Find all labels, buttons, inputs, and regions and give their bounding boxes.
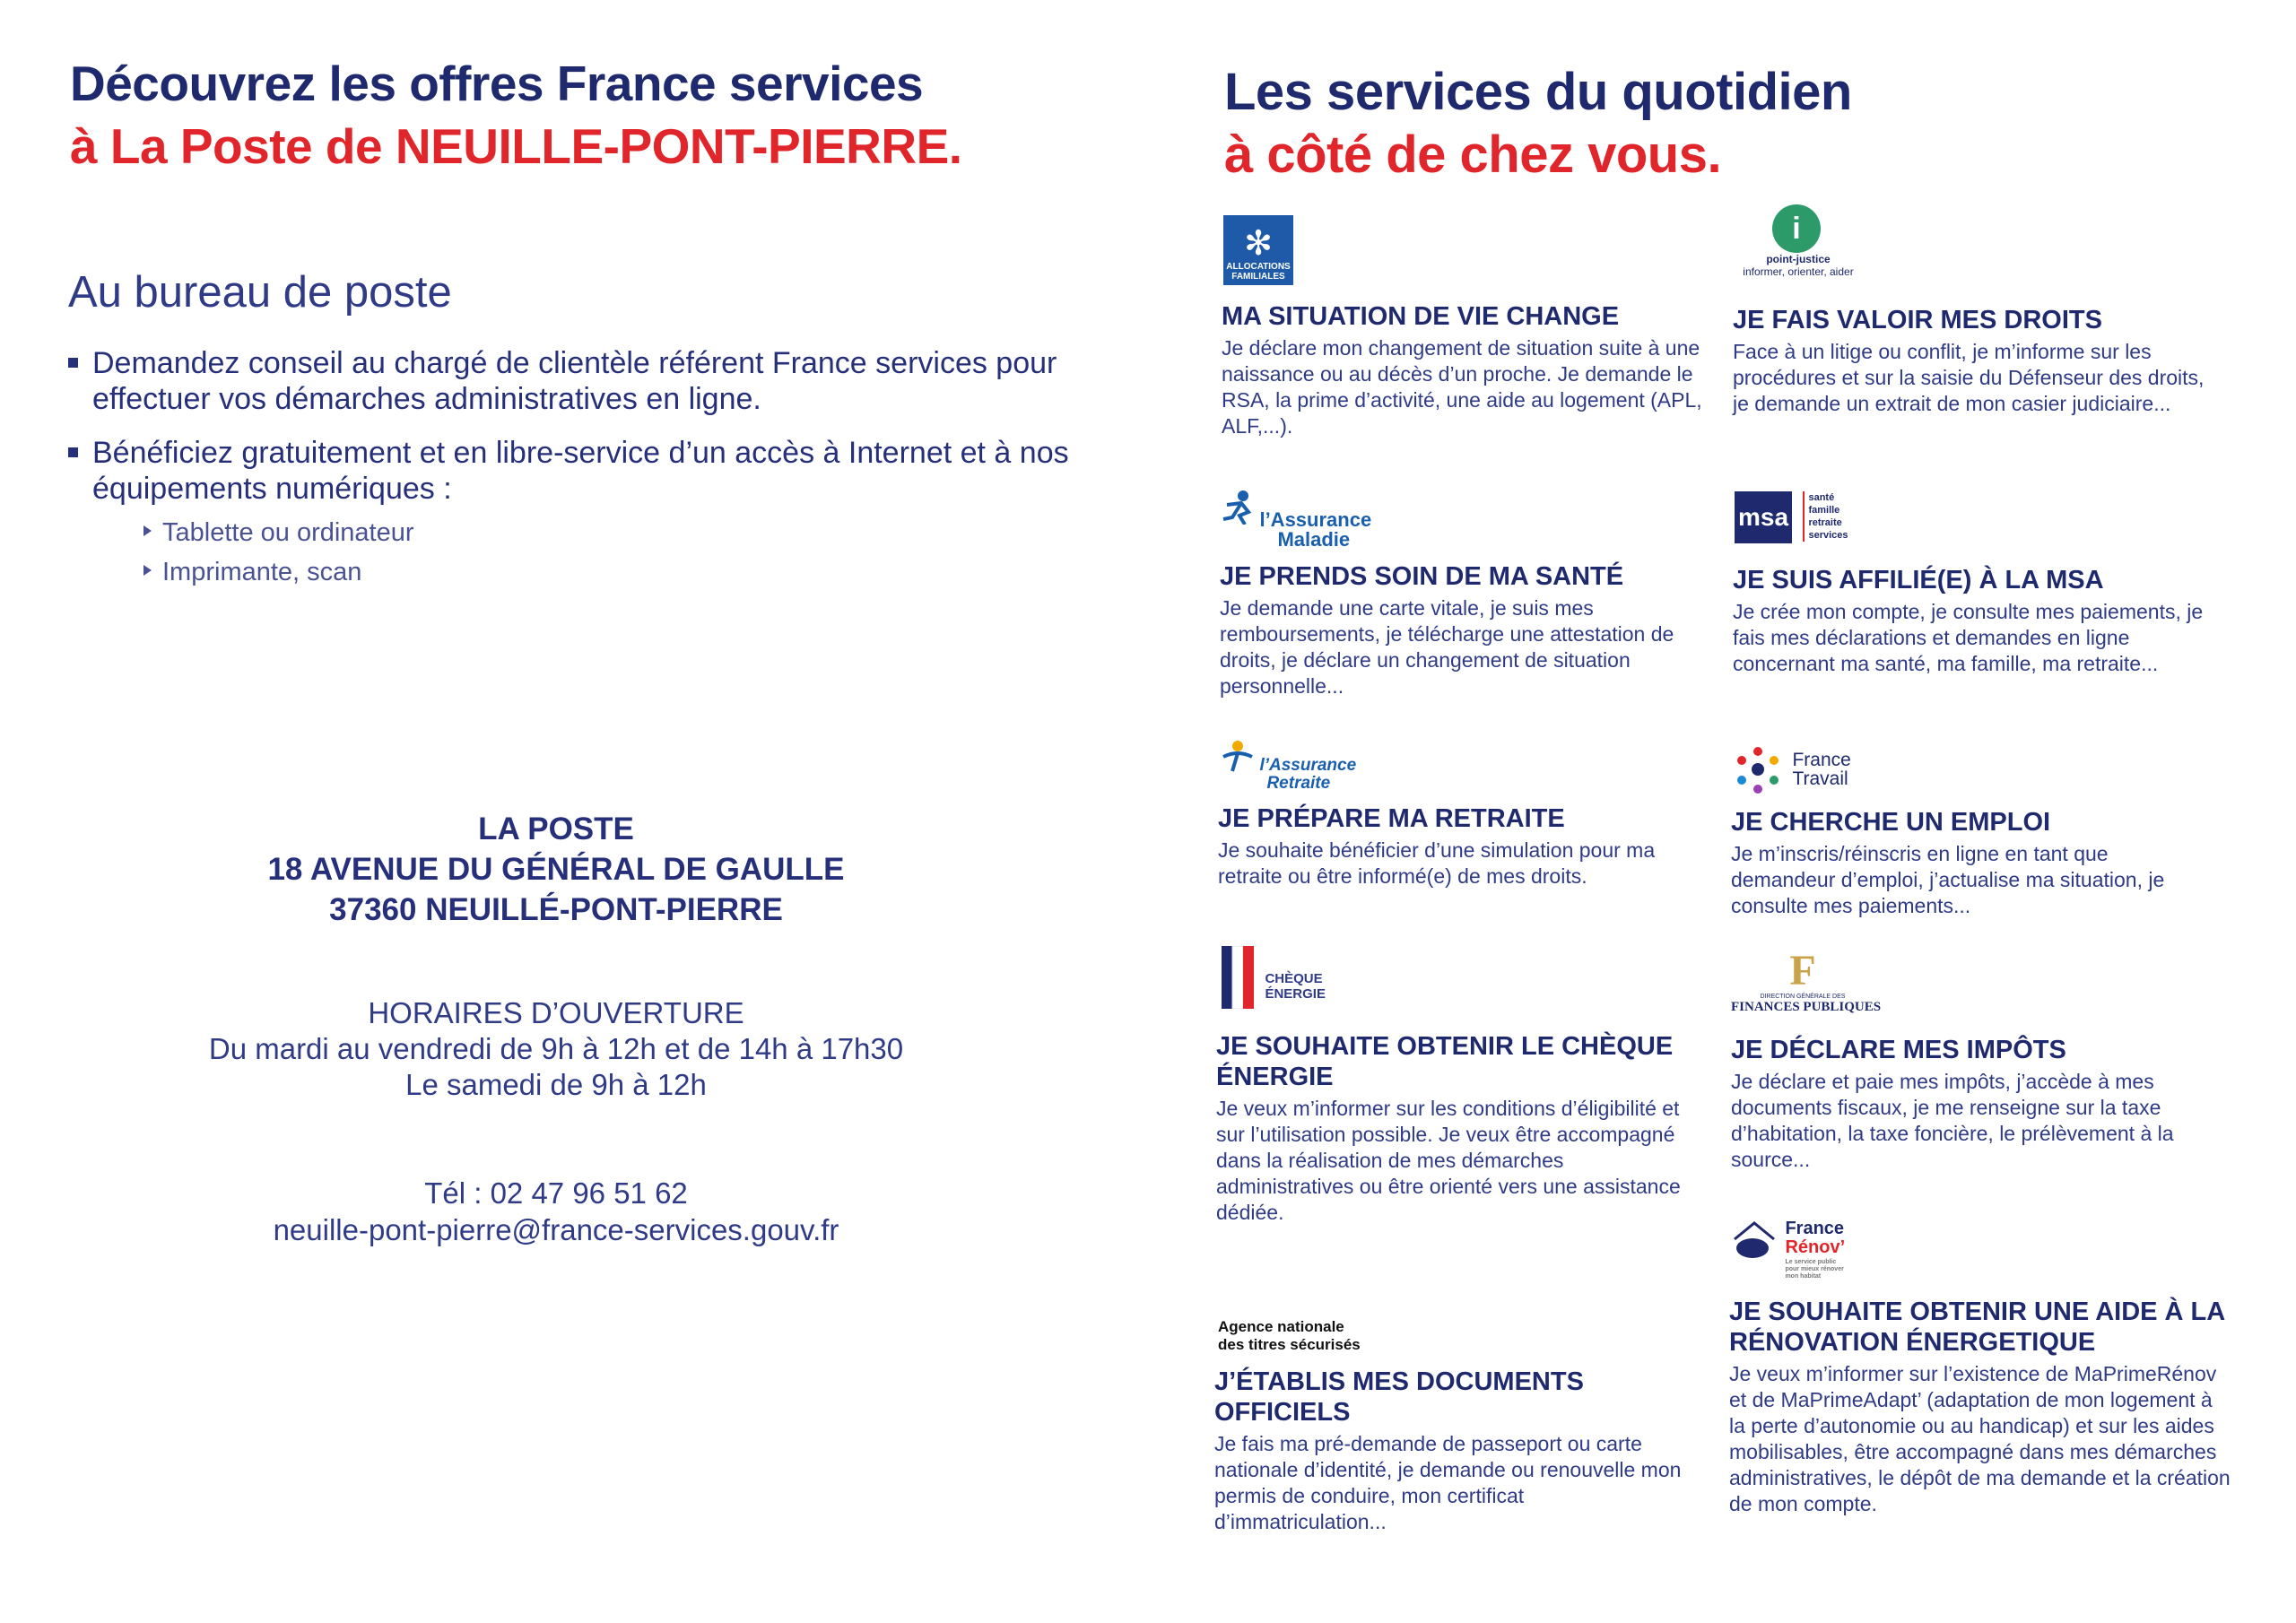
service-title: JE SOUHAITE OBTENIR UNE AIDE À LA RÉNOVATION ÉNERGETIQUE: [1729, 1298, 2225, 1357]
figure-icon: [1220, 737, 1256, 773]
msa-words: [1803, 491, 1848, 542]
france-travail-logo: [1733, 744, 1851, 794]
postal-address: [161, 809, 951, 930]
service-rights: [1733, 305, 2217, 417]
service-desc: Je m’inscris/réinscris en ligne en tant que demandeur d’emploi, j’actualise ma situation, je consulte mes paiements...: [1731, 842, 2165, 917]
dgfip-logo: [1731, 949, 1881, 1015]
triangle-bullet-icon: [144, 525, 152, 536]
point-justice-logo: [1740, 204, 1857, 278]
service-title: MA SITUATION DE VIE CHANGE: [1222, 302, 1620, 331]
am-line-2: Maladie: [1277, 528, 1351, 551]
service-desc: Je demande une carte vitale, je suis mes remboursements, je télécharge une attestation de droits, je déclare un changement de situation personnelle...: [1220, 596, 1674, 698]
address-line-1: LA POSTE: [478, 812, 634, 846]
dgfip-line: DIRECTION GÉNÉRALE DES: [1760, 994, 1846, 1000]
msa-logo: [1735, 491, 1848, 543]
ar-line-1: l’Assurance: [1259, 756, 1357, 775]
service-msa: [1733, 565, 2217, 677]
dots-network-icon: [1733, 744, 1783, 794]
sub-item-label: Imprimante, scan: [162, 558, 362, 586]
service-health: [1220, 561, 1704, 699]
service-retirement: [1218, 803, 1702, 890]
service-life-change: [1222, 301, 1706, 439]
bullet-text: Demandez conseil au chargé de clientèle référent France services pour effectuer vos démarches administratives en ligne.: [92, 346, 1057, 416]
service-desc: Je fais ma pré-demande de passeport ou carte nationale d’identité, je demande ou renouvelle mon permis de conduire, mon certificat d’immatriculation...: [1214, 1432, 1682, 1533]
caf-logo: [1223, 215, 1293, 285]
info-icon: i: [1772, 204, 1821, 253]
hours-saturday: Le samedi de 9h à 12h: [405, 1068, 707, 1101]
msa-word: retraite: [1808, 517, 1842, 528]
bullet-internet: [68, 435, 1073, 507]
msa-word: services: [1808, 530, 1848, 541]
fr-line-2: Rénov’: [1785, 1237, 1846, 1257]
service-title: JE SOUHAITE OBTENIR LE CHÈQUE ÉNERGIE: [1216, 1032, 1674, 1091]
service-desc: Je déclare et paie mes impôts, j’accède à mes documents fiscaux, je me renseigne sur la taxe d’habitation, la taxe foncière, le prélèvement à la source...: [1731, 1070, 2174, 1171]
assurance-maladie-logo: [1222, 489, 1371, 550]
service-title: JE PRÉPARE MA RETRAITE: [1218, 804, 1565, 833]
triangle-bullet-icon: [144, 565, 152, 576]
ce-line-2: ÉNERGIE: [1265, 986, 1326, 1002]
ants-line-1: Agence nationale: [1218, 1318, 1344, 1335]
service-desc: Je déclare mon changement de situation suite à une naissance ou au décès d’un proche. Je demande le RSA, la prime d’activité, une aide au logement (APL, ALF,...).: [1222, 336, 1702, 438]
pj-tagline: informer, orienter, aider: [1743, 265, 1854, 278]
hours-heading: HORAIRES D’OUVERTURE: [368, 996, 744, 1029]
service-renovation: [1729, 1297, 2231, 1517]
office-heading: Au bureau de poste: [68, 268, 452, 317]
msa-word: famille: [1808, 505, 1840, 516]
dgfip-name: FINANCES PUBLIQUES: [1731, 1000, 1882, 1014]
pj-name: point-justice: [1766, 253, 1831, 265]
fr-line-1: France: [1785, 1219, 1845, 1238]
bullet-advice: [68, 345, 1073, 417]
right-title: [1224, 61, 1852, 187]
service-title: JE PRENDS SOIN DE MA SANTÉ: [1220, 562, 1624, 591]
ft-line-2: Travail: [1792, 768, 1848, 789]
email-address: neuille-pont-pierre@france-services.gouv.fr: [273, 1213, 839, 1246]
service-title: JE CHERCHE UN EMPLOI: [1731, 808, 2051, 837]
service-desc: Je souhaite bénéficier d’une simulation pour ma retraite ou être informé(e) de mes droits.: [1218, 838, 1656, 888]
msa-word: santé: [1808, 492, 1835, 503]
service-desc: Je veux m’informer sur les conditions d’éligibilité et sur l’utilisation possible. Je veux être accompagné dans la réalisation de mes démarches administratives ou être orienté vers une assistance dédiée.: [1216, 1097, 1681, 1224]
service-title: JE SUIS AFFILIÉ(E) À LA MSA: [1733, 566, 2104, 595]
service-desc: Je crée mon compte, je consulte mes paiements, je fais mes déclarations et demandes en ligne concernant ma santé, ma famille, ma retraite...: [1733, 600, 2204, 675]
service-title: JE DÉCLARE MES IMPÔTS: [1731, 1036, 2066, 1064]
msa-letters: msa: [1735, 491, 1792, 543]
ants-line-2: des titres sécurisés: [1218, 1336, 1361, 1353]
am-line-1: l’Assurance: [1259, 508, 1372, 531]
cheque-energie-logo: [1222, 946, 1326, 1009]
hours-weekdays: Du mardi au vendredi de 9h à 12h et de 14h à 17h30: [208, 1032, 904, 1065]
service-taxes: [1731, 1035, 2215, 1173]
service-title: J’ÉTABLIS MES DOCUMENTS OFFICIELS: [1214, 1367, 1584, 1427]
sub-item-printer: [144, 558, 361, 587]
bullet-square-icon: [68, 447, 78, 457]
sub-item-tablet: [144, 518, 414, 548]
address-line-3: 37360 NEUILLÉ-PONT-PIERRE: [329, 892, 783, 927]
right-title-line-1: Les services du quotidien: [1224, 63, 1852, 121]
ants-logo: [1218, 1318, 1361, 1354]
caf-logo-text: ALLOCATIONS FAMILIALES: [1226, 262, 1291, 282]
service-official-documents: [1214, 1367, 1699, 1535]
left-title: [70, 52, 962, 178]
flag-icon: [1222, 946, 1254, 1009]
fr-tagline: Le service public pour mieux rénover mon habitat: [1785, 1259, 1844, 1280]
contact-info: [108, 1175, 1004, 1248]
ce-line-1: CHÈQUE: [1265, 971, 1323, 986]
address-line-2: 18 AVENUE DU GÉNÉRAL DE GAULLE: [267, 852, 845, 887]
title-line-1: Découvrez les offres France services: [70, 56, 924, 111]
sub-item-label: Tablette ou ordinateur: [162, 518, 414, 547]
france-renov-logo: [1731, 1219, 1848, 1280]
service-employment: [1731, 807, 2215, 919]
service-desc: Je veux m’informer sur l’existence de MaPrimeRénov et de MaPrimeAdapt’ (adaptation de mon logement à la perte d’autonomie ou au handicap) et sur les aides mobilisables, être accompagné dans mes démarches administratives, le dépôt de ma demande et la création de mon compte.: [1729, 1362, 2231, 1515]
runner-icon: [1222, 489, 1256, 525]
bullet-text: Bénéficiez gratuitement et en libre-service d’un accès à Internet et à nos équipements numériques :: [92, 436, 1069, 506]
title-line-2: à La Poste de NEUILLE-PONT-PIERRE.: [70, 118, 962, 174]
service-energy-cheque: [1216, 1031, 1683, 1226]
house-icon: [1731, 1219, 1778, 1261]
service-desc: Face à un litige ou conflit, je m’informe sur les procédures et sur la saisie du Défenseur des droits, je demande un extrait de mon casier judiciaire...: [1733, 340, 2205, 415]
caf-star-icon: ✻: [1244, 225, 1273, 263]
bullet-square-icon: [68, 358, 78, 368]
phone-number: Tél : 02 47 96 51 62: [424, 1176, 688, 1210]
opening-hours: [108, 995, 1004, 1103]
service-title: JE FAIS VALOIR MES DROITS: [1733, 306, 2102, 334]
right-title-line-2: à côté de chez vous.: [1224, 126, 1722, 184]
dgfip-mark-icon: F: [1789, 947, 1816, 994]
ft-line-1: France: [1792, 750, 1851, 770]
assurance-retraite-logo: [1220, 737, 1356, 793]
ar-line-2: Retraite: [1266, 774, 1331, 793]
